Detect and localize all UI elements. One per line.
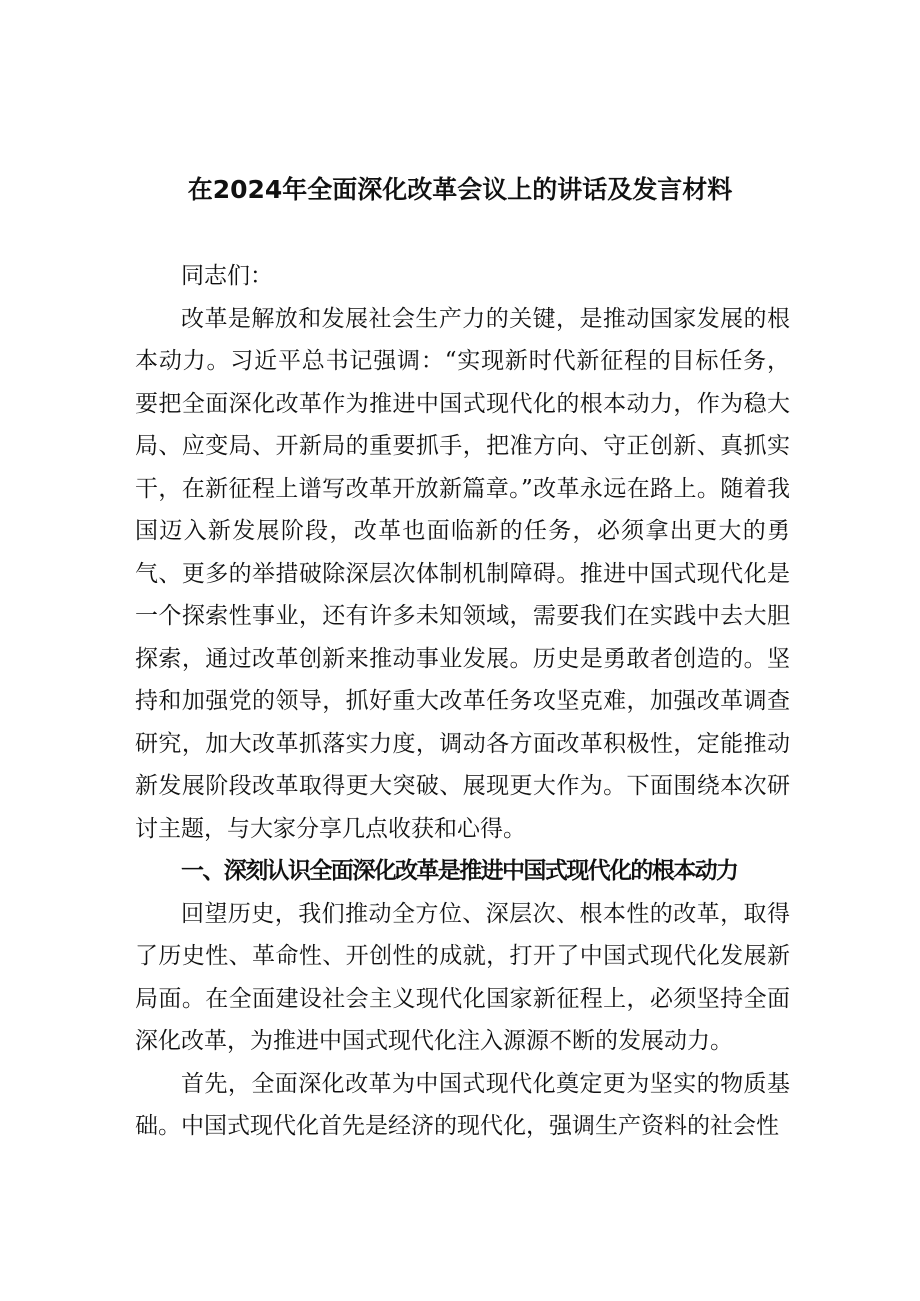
intro-paragraph: 改革是解放和发展社会生产力的关键，是推动国家发展的根本动力。习近平总书记强调：“实现新时代新征程的目标任务，要把全面深化改革作为推进中国式现代化的根本动力，作为稳大局、应变局、开新局的重要抓手，把准方向、守正创新、真抓实干，在新征程上谱写改革开放新篇章。”改革永远在路上。随着我国迈入新发展阶段，改革也面临新的任务，必须拿出更大的勇气、更多的举措破除深层次体制机制障碍。推进中国式现代化是一个探索性事业，还有许多未知领域，需要我们在实践中去大胆探索，通过改革创新来推动事业发展。历史是勇敢者创造的。坚持和加强党的领导，抓好重大改革任务攻坚克难，加强改革调查研究，加大改革抓落实力度，调动各方面改革积极性，定能推动新发展阶段改革取得更大突破、展现更大作为。下面围绕本次研讨主题，与大家分享几点收获和心得。 bbox=[135, 305, 790, 842]
section-heading-1: 一、深刻认识全面深化改革是推进中国式现代化的根本动力 bbox=[181, 858, 738, 884]
section-1-paragraph-1: 回望历史，我们推动全方位、深层次、根本性的改革，取得了历史性、革命性、开创性的成就，打开了中国式现代化发展新局面。在全面建设社会主义现代化国家新征程上，必须坚持全面深化改革，为推进中国式现代化注入源源不断的发展动力。 bbox=[135, 900, 790, 1054]
document-body bbox=[135, 255, 790, 1148]
salutation: 同志们： bbox=[181, 263, 273, 289]
section-1-paragraph-2: 首先，全面深化改革为中国式现代化奠定更为坚实的物质基础。中国式现代化首先是经济的现代化，强调生产资料的社会性 bbox=[135, 1070, 790, 1139]
document-title: 在2024年全面深化改革会议上的讲话及发言材料 bbox=[187, 175, 733, 204]
